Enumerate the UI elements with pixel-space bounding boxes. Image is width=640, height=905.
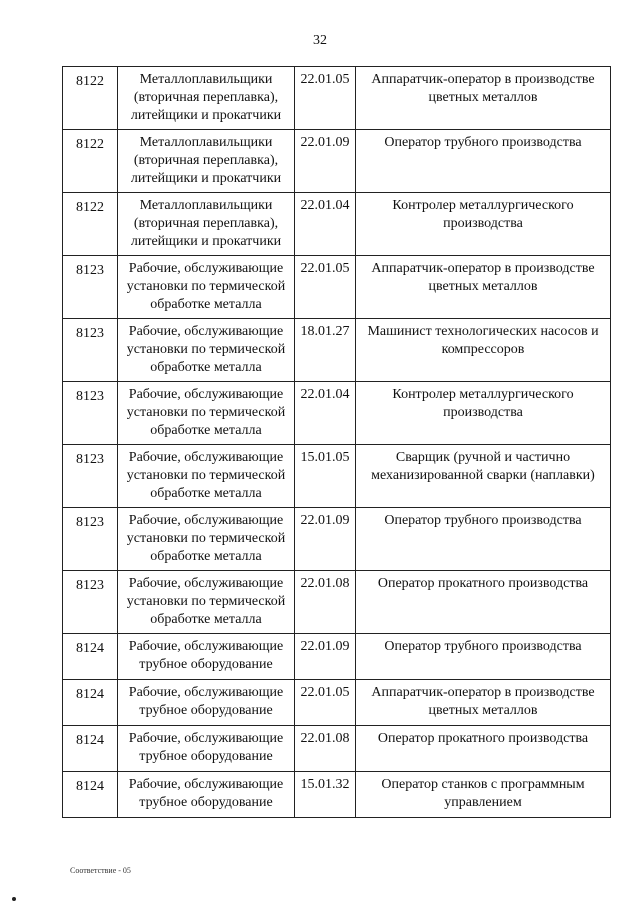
occupation-group-cell: Рабочие, обслуживающие трубное оборудование bbox=[118, 680, 295, 726]
profession-cell: Аппаратчик-оператор в производстве цветных металлов bbox=[356, 680, 611, 726]
okz-code-cell: 8123 bbox=[63, 382, 118, 445]
table-row bbox=[63, 193, 611, 256]
occupation-group-cell: Металлоплавильщики (вторичная переплавка), литейщики и прокатчики bbox=[118, 193, 295, 256]
scan-speck bbox=[12, 897, 16, 901]
occupation-group-cell: Рабочие, обслуживающие трубное оборудование bbox=[118, 772, 295, 818]
table-row bbox=[63, 571, 611, 634]
okz-code-cell: 8124 bbox=[63, 680, 118, 726]
profession-cell: Сварщик (ручной и частично механизированной сварки (наплавки) bbox=[356, 445, 611, 508]
profession-cell: Машинист технологических насосов и компрессоров bbox=[356, 319, 611, 382]
okso-code-cell: 22.01.05 bbox=[295, 256, 356, 319]
table-row bbox=[63, 508, 611, 571]
table-row bbox=[63, 256, 611, 319]
profession-cell: Контролер металлургического производства bbox=[356, 193, 611, 256]
okso-code-cell: 22.01.09 bbox=[295, 634, 356, 680]
occupation-group-cell: Металлоплавильщики (вторичная переплавка), литейщики и прокатчики bbox=[118, 130, 295, 193]
okso-code-cell: 22.01.09 bbox=[295, 130, 356, 193]
profession-cell: Оператор трубного производства bbox=[356, 508, 611, 571]
occupation-group-cell: Рабочие, обслуживающие трубное оборудование bbox=[118, 726, 295, 772]
profession-cell: Оператор трубного производства bbox=[356, 130, 611, 193]
page-footer: Соответствие - 05 bbox=[70, 866, 131, 875]
okz-code-cell: 8123 bbox=[63, 508, 118, 571]
profession-cell: Контролер металлургического производства bbox=[356, 382, 611, 445]
table-row bbox=[63, 726, 611, 772]
table-row bbox=[63, 634, 611, 680]
occupation-group-cell: Рабочие, обслуживающие установки по термической обработке металла bbox=[118, 319, 295, 382]
occupation-group-cell: Рабочие, обслуживающие установки по термической обработке металла bbox=[118, 508, 295, 571]
occupation-group-cell: Рабочие, обслуживающие установки по термической обработке металла bbox=[118, 256, 295, 319]
okso-code-cell: 15.01.32 bbox=[295, 772, 356, 818]
okso-code-cell: 15.01.05 bbox=[295, 445, 356, 508]
profession-cell: Оператор прокатного производства bbox=[356, 726, 611, 772]
okz-code-cell: 8122 bbox=[63, 67, 118, 130]
okz-code-cell: 8122 bbox=[63, 130, 118, 193]
okso-code-cell: 18.01.27 bbox=[295, 319, 356, 382]
occupation-group-cell: Металлоплавильщики (вторичная переплавка), литейщики и прокатчики bbox=[118, 67, 295, 130]
okz-code-cell: 8124 bbox=[63, 726, 118, 772]
okz-code-cell: 8123 bbox=[63, 571, 118, 634]
okz-code-cell: 8124 bbox=[63, 772, 118, 818]
table-row bbox=[63, 680, 611, 726]
table-row bbox=[63, 382, 611, 445]
table-row bbox=[63, 772, 611, 818]
table-row bbox=[63, 130, 611, 193]
professions-table bbox=[62, 66, 611, 818]
page-number: 32 bbox=[313, 33, 327, 48]
okso-code-cell: 22.01.04 bbox=[295, 382, 356, 445]
profession-cell: Оператор станков с программным управлением bbox=[356, 772, 611, 818]
okz-code-cell: 8123 bbox=[63, 319, 118, 382]
okso-code-cell: 22.01.04 bbox=[295, 193, 356, 256]
okso-code-cell: 22.01.05 bbox=[295, 67, 356, 130]
okz-code-cell: 8124 bbox=[63, 634, 118, 680]
profession-cell: Аппаратчик-оператор в производстве цветных металлов bbox=[356, 67, 611, 130]
table-row bbox=[63, 445, 611, 508]
profession-cell: Оператор прокатного производства bbox=[356, 571, 611, 634]
occupation-group-cell: Рабочие, обслуживающие установки по термической обработке металла bbox=[118, 445, 295, 508]
okz-code-cell: 8123 bbox=[63, 256, 118, 319]
table-row bbox=[63, 319, 611, 382]
okz-code-cell: 8122 bbox=[63, 193, 118, 256]
okso-code-cell: 22.01.08 bbox=[295, 571, 356, 634]
table-row bbox=[63, 67, 611, 130]
occupation-group-cell: Рабочие, обслуживающие трубное оборудование bbox=[118, 634, 295, 680]
okso-code-cell: 22.01.08 bbox=[295, 726, 356, 772]
okz-code-cell: 8123 bbox=[63, 445, 118, 508]
okso-code-cell: 22.01.09 bbox=[295, 508, 356, 571]
profession-cell: Аппаратчик-оператор в производстве цветных металлов bbox=[356, 256, 611, 319]
okso-code-cell: 22.01.05 bbox=[295, 680, 356, 726]
occupation-group-cell: Рабочие, обслуживающие установки по термической обработке металла bbox=[118, 571, 295, 634]
profession-cell: Оператор трубного производства bbox=[356, 634, 611, 680]
occupation-group-cell: Рабочие, обслуживающие установки по термической обработке металла bbox=[118, 382, 295, 445]
